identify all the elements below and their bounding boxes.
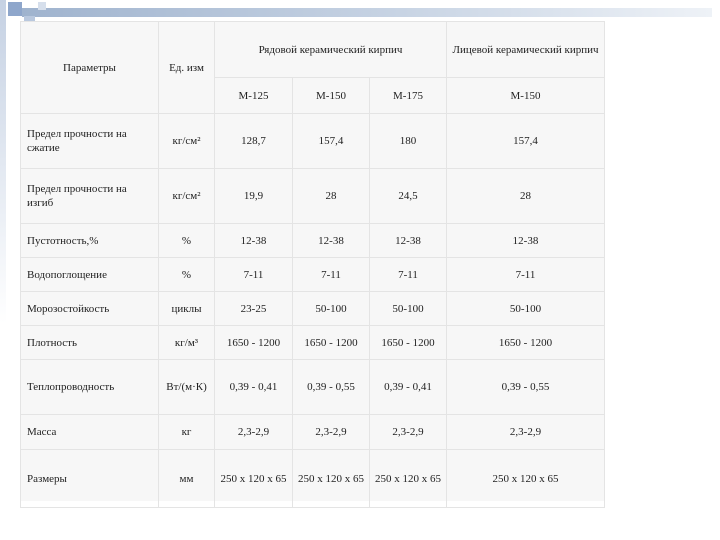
header-grade: М-150 <box>447 78 605 114</box>
row-param: Водопоглощение <box>21 258 159 292</box>
row-param: Предел прочности на изгиб <box>21 169 159 224</box>
decorative-left-strip <box>0 0 6 540</box>
row-value: 28 <box>447 169 605 224</box>
row-value: 1650 - 1200 <box>370 326 447 360</box>
row-value: 12-38 <box>293 224 370 258</box>
row-unit: кг/см² <box>159 169 215 224</box>
row-param: Размеры <box>21 450 159 508</box>
row-value: 0,39 - 0,41 <box>215 360 293 415</box>
header-group-facing: Лицевой керамический кирпич <box>447 22 605 78</box>
header-param: Параметры <box>21 22 159 114</box>
row-value: 128,7 <box>215 114 293 169</box>
decorative-header-bar <box>22 8 712 17</box>
row-value: 250 х 120 х 65 <box>447 450 605 508</box>
decorative-square <box>38 2 46 10</box>
table-row <box>21 258 605 292</box>
row-value: 1650 - 1200 <box>447 326 605 360</box>
row-value: 12-38 <box>370 224 447 258</box>
row-value: 2,3-2,9 <box>215 415 293 450</box>
header-group-ordinary: Рядовой керамический кирпич <box>215 22 447 78</box>
row-param: Плотность <box>21 326 159 360</box>
row-unit: кг <box>159 415 215 450</box>
row-unit: кг/м³ <box>159 326 215 360</box>
row-value: 7-11 <box>447 258 605 292</box>
row-value: 7-11 <box>370 258 447 292</box>
table-row <box>21 415 605 450</box>
header-grade: М-175 <box>370 78 447 114</box>
row-value: 19,9 <box>215 169 293 224</box>
row-value: 1650 - 1200 <box>293 326 370 360</box>
decorative-square <box>8 2 22 16</box>
row-value: 50-100 <box>293 292 370 326</box>
row-param: Масса <box>21 415 159 450</box>
brick-properties-table <box>20 21 605 508</box>
row-value: 50-100 <box>447 292 605 326</box>
row-unit: циклы <box>159 292 215 326</box>
row-unit: % <box>159 258 215 292</box>
table-row <box>21 169 605 224</box>
row-unit: % <box>159 224 215 258</box>
row-value: 180 <box>370 114 447 169</box>
row-value: 12-38 <box>215 224 293 258</box>
row-value: 24,5 <box>370 169 447 224</box>
table-row <box>21 326 605 360</box>
row-value: 7-11 <box>293 258 370 292</box>
header-grade: М-150 <box>293 78 370 114</box>
row-param: Морозостойкость <box>21 292 159 326</box>
row-param: Пустотность,% <box>21 224 159 258</box>
row-value: 28 <box>293 169 370 224</box>
row-value: 23-25 <box>215 292 293 326</box>
table-header-row <box>21 22 605 78</box>
row-value: 157,4 <box>447 114 605 169</box>
table-row <box>21 450 605 508</box>
row-param: Предел прочности на сжатие <box>21 114 159 169</box>
row-unit: мм <box>159 450 215 508</box>
table-row <box>21 224 605 258</box>
header-grade: М-125 <box>215 78 293 114</box>
row-value: 2,3-2,9 <box>370 415 447 450</box>
row-value: 12-38 <box>447 224 605 258</box>
row-unit: Вт/(м·К) <box>159 360 215 415</box>
table-row <box>21 360 605 415</box>
row-value: 50-100 <box>370 292 447 326</box>
row-value: 250 х 120 х 65 <box>293 450 370 508</box>
row-value: 0,39 - 0,55 <box>293 360 370 415</box>
row-value: 2,3-2,9 <box>293 415 370 450</box>
table-row <box>21 292 605 326</box>
row-value: 250 х 120 х 65 <box>370 450 447 508</box>
row-value: 2,3-2,9 <box>447 415 605 450</box>
header-unit: Ед. изм <box>159 22 215 114</box>
row-value: 1650 - 1200 <box>215 326 293 360</box>
row-value: 0,39 - 0,55 <box>447 360 605 415</box>
row-value: 250 х 120 х 65 <box>215 450 293 508</box>
row-param: Теплопроводность <box>21 360 159 415</box>
row-value: 157,4 <box>293 114 370 169</box>
row-unit: кг/см² <box>159 114 215 169</box>
row-value: 7-11 <box>215 258 293 292</box>
row-value: 0,39 - 0,41 <box>370 360 447 415</box>
table-row <box>21 114 605 169</box>
